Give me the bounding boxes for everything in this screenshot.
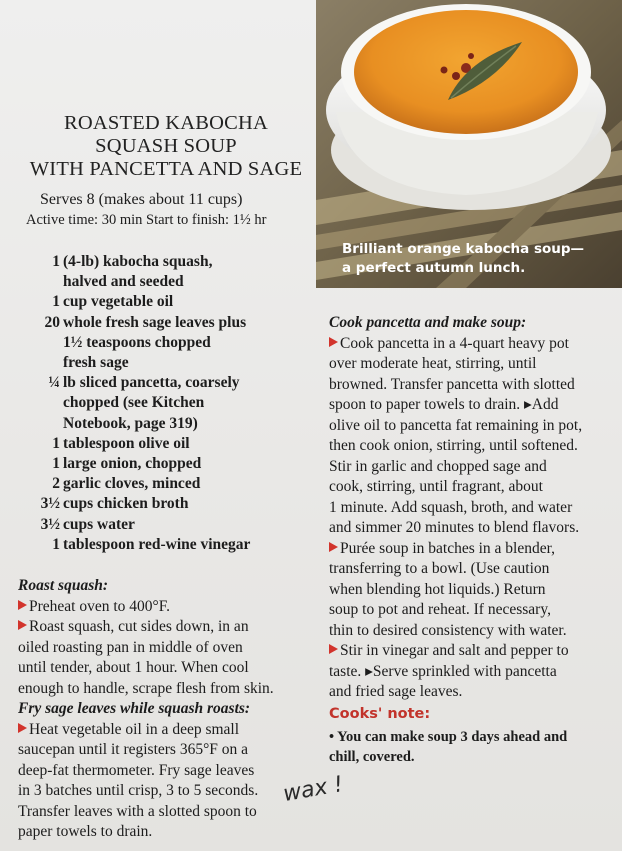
cooks-note: [329, 727, 621, 767]
photo-caption: [342, 240, 612, 278]
direction-text: Transfer leaves with a slotted spoon to: [18, 802, 257, 820]
direction-line: [329, 375, 621, 396]
direction-text: and simmer 20 minutes to blend flavors.: [329, 519, 580, 536]
direction-text: paper towels to drain.: [18, 823, 153, 840]
ingredient-item: [20, 434, 320, 454]
direction-line: [329, 559, 621, 580]
ingredient-text: tablespoon red-wine vinegar: [63, 535, 251, 553]
direction-line: [329, 477, 621, 498]
direction-line: [18, 740, 318, 761]
direction-text: then cook onion, stirring, until softened.: [329, 437, 578, 454]
ingredient-list: [20, 252, 320, 555]
direction-line: [18, 761, 318, 782]
step-arrow-icon: [18, 723, 27, 733]
direction-line: [18, 781, 318, 802]
direction-text: cook, stirring, until fragrant, about: [329, 478, 543, 495]
ingredient-item: [20, 474, 320, 494]
ingredient-quantity: 1: [52, 455, 60, 473]
ingredient-quantity: 1: [52, 535, 60, 553]
ingredient-text: chopped (see Kitchen: [63, 394, 205, 412]
direction-text: Roast squash, cut sides down, in an: [29, 618, 249, 635]
ingredient-item: [20, 515, 320, 535]
direction-line: [18, 679, 318, 700]
cooking-times: Active time: 30 min Start to finish: 1½ hr: [26, 212, 267, 228]
ingredient-item: [20, 292, 320, 312]
ingredient-text: whole fresh sage leaves plus: [63, 313, 247, 331]
photo-caption-line: Brilliant orange kabocha soup—: [342, 241, 585, 257]
ingredient-item: [20, 313, 320, 374]
recipe-title-line: SQUASH SOUP: [95, 135, 237, 157]
direction-text: and fried sage leaves.: [329, 683, 463, 700]
direction-line: [18, 638, 318, 659]
direction-line: [329, 539, 621, 560]
direction-text: taste. ▸Serve sprinkled with pancetta: [329, 662, 557, 680]
direction-text: when blending hot liquids.) Return: [329, 580, 546, 598]
direction-line: [329, 395, 621, 416]
direction-text: olive oil to pancetta fat remaining in pot,: [329, 416, 583, 434]
direction-line: [18, 658, 318, 679]
direction-text: until tender, about 1 hour. When cool: [18, 659, 249, 676]
direction-text: thin to desired consistency with water.: [329, 621, 567, 639]
direction-text: Cook pancetta in a 4-quart heavy pot: [340, 334, 569, 352]
direction-text: browned. Transfer pancetta with slotted: [329, 375, 575, 393]
direction-text: in 3 batches until crisp, 3 to 5 seconds.: [18, 782, 259, 799]
ingredient-quantity: 1: [52, 434, 60, 452]
direction-line: [329, 621, 621, 642]
direction-text: saucepan until it registers 365°F on a: [18, 741, 249, 758]
direction-text: oiled roasting pan in middle of oven: [18, 638, 243, 656]
step-arrow-icon: [329, 644, 338, 654]
step-arrow-icon: [18, 600, 27, 610]
direction-line: [329, 436, 621, 457]
direction-text: Purée soup in batches in a blender,: [340, 539, 556, 557]
roast-squash-steps: [18, 597, 318, 700]
ingredient-item: [20, 252, 320, 292]
direction-text: over moderate heat, stirring, until: [329, 355, 537, 372]
step-arrow-icon: [329, 542, 338, 552]
photo-caption-line: a perfect autumn lunch.: [342, 260, 526, 276]
ingredient-text: halved and seeded: [63, 273, 184, 291]
fry-sage-steps: [18, 720, 318, 843]
direction-text: Stir in garlic and chopped sage and: [329, 457, 547, 475]
direction-line: [329, 682, 621, 703]
ingredient-text: fresh sage: [63, 354, 129, 372]
ingredient-quantity: 1: [52, 293, 60, 311]
direction-text: enough to handle, scrape flesh from skin.: [18, 679, 274, 697]
ingredient-text: cup vegetable oil: [63, 293, 174, 311]
ingredient-quantity: 3½: [40, 515, 60, 533]
cooks-note-line: chill, covered.: [329, 748, 415, 765]
direction-line: [18, 597, 318, 618]
direction-line: [329, 600, 621, 621]
direction-text: Preheat oven to 400°F.: [29, 597, 170, 615]
direction-text: soup to pot and reheat. If necessary,: [329, 601, 551, 618]
direction-text: deep-fat thermometer. Fry sage leaves: [18, 761, 255, 779]
ingredient-text: cups water: [63, 515, 135, 533]
ingredient-text: large onion, chopped: [63, 455, 202, 473]
direction-line: [329, 416, 621, 437]
ingredient-item: [20, 494, 320, 514]
ingredient-text: (4-lb) kabocha squash,: [63, 253, 213, 270]
direction-line: [329, 641, 621, 662]
directions-left: [18, 576, 318, 843]
direction-text: transferring to a bowl. (Use caution: [329, 560, 550, 577]
step-heading-cook-pancetta: Cook pancetta and make soup:: [329, 314, 527, 331]
step-heading-fry-sage: Fry sage leaves while squash roasts:: [18, 700, 251, 717]
cooks-note-line: • You can make soup 3 days ahead and: [329, 728, 568, 745]
direction-text: Heat vegetable oil in a deep small: [29, 720, 240, 738]
step-arrow-icon: [329, 337, 338, 347]
direction-line: [329, 354, 621, 375]
ingredient-quantity: ¼: [48, 374, 60, 392]
direction-line: [329, 518, 621, 539]
ingredient-quantity: 1: [52, 253, 60, 270]
ingredient-text: cups chicken broth: [63, 495, 189, 513]
ingredient-quantity: 20: [44, 313, 60, 331]
ingredient-text: tablespoon olive oil: [63, 434, 190, 452]
direction-line: [329, 580, 621, 601]
directions-right: [329, 313, 621, 767]
direction-line: [18, 720, 318, 741]
ingredient-quantity: 3½: [40, 495, 60, 513]
cook-pancetta-steps: [329, 334, 621, 703]
ingredient-text: Notebook, page 319): [63, 414, 198, 432]
recipe-title-line: ROASTED KABOCHA: [63, 112, 269, 134]
direction-text: spoon to paper towels to drain. ▸Add: [329, 396, 559, 413]
recipe-title: [18, 112, 314, 181]
ingredient-item: [20, 373, 320, 434]
step-heading-roast-squash: Roast squash:: [18, 577, 109, 594]
recipe-title-line: WITH PANCETTA AND SAGE: [29, 158, 303, 180]
direction-line: [329, 498, 621, 519]
direction-text: 1 minute. Add squash, broth, and water: [329, 498, 573, 516]
direction-line: [18, 822, 318, 843]
ingredient-text: garlic cloves, minced: [63, 475, 201, 493]
ingredient-text: lb sliced pancetta, coarsely: [63, 374, 240, 392]
direction-line: [329, 457, 621, 478]
ingredient-text: 1½ teaspoons chopped: [63, 333, 211, 351]
step-arrow-icon: [18, 620, 27, 630]
direction-text: Stir in vinegar and salt and pepper to: [340, 642, 569, 659]
direction-line: [329, 334, 621, 355]
direction-line: [18, 617, 318, 638]
servings: Serves 8 (makes about 11 cups): [40, 191, 243, 208]
cooks-note-title: Cooks' note:: [329, 705, 431, 722]
direction-line: [329, 662, 621, 683]
ingredient-quantity: 2: [52, 475, 60, 493]
ingredient-item: [20, 535, 320, 555]
handwritten-note: wax !: [281, 771, 346, 808]
ingredient-item: [20, 454, 320, 474]
direction-line: [18, 802, 318, 823]
